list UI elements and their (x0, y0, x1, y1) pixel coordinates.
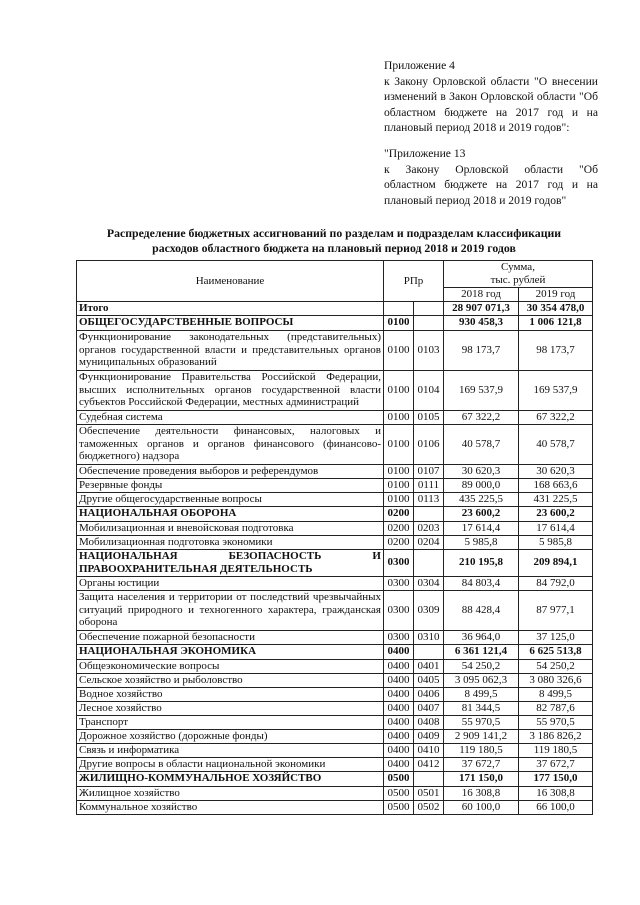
row-name: Обеспечение деятельности финансовых, налоговых и таможенных органов и органов финансового (финансово-бюджетного) надзора (77, 424, 384, 464)
appendix-header (384, 58, 598, 208)
table-row (77, 757, 593, 771)
row-name: Судебная система (77, 410, 384, 424)
row-section-code: 0100 (384, 492, 414, 506)
row-subsection-code: 0304 (414, 576, 444, 590)
row-subsection-code: 0410 (414, 743, 444, 757)
table-row (77, 701, 593, 715)
row-amount-2018: 5 985,8 (444, 535, 519, 549)
row-amount-2018: 54 250,2 (444, 659, 519, 673)
row-amount-2018: 8 499,5 (444, 687, 519, 701)
row-name: Резервные фонды (77, 478, 384, 492)
row-name: Обеспечение проведения выборов и референдумов (77, 464, 384, 478)
table-row (77, 330, 593, 370)
row-amount-2019: 119 180,5 (519, 743, 593, 757)
row-subsection-code: 0107 (414, 464, 444, 478)
row-name: Функционирование законодательных (представительных) органов государственной власти и представительных органов муниципальных образований (77, 330, 384, 370)
row-name: ОБЩЕГОСУДАРСТВЕННЫЕ ВОПРОСЫ (77, 315, 384, 330)
row-section-code: 0400 (384, 729, 414, 743)
row-name: Мобилизационная и вневойсковая подготовка (77, 521, 384, 535)
table-row (77, 644, 593, 659)
row-amount-2019: 98 173,7 (519, 330, 593, 370)
column-header-name: Наименование (77, 261, 384, 302)
row-amount-2018: 930 458,3 (444, 315, 519, 330)
row-amount-2019: 209 894,1 (519, 549, 593, 576)
row-section-code (384, 302, 414, 316)
row-name: НАЦИОНАЛЬНАЯ ОБОРОНА (77, 506, 384, 521)
row-amount-2019: 37 672,7 (519, 757, 593, 771)
row-subsection-code (414, 771, 444, 786)
row-subsection-code: 0409 (414, 729, 444, 743)
row-subsection-code: 0103 (414, 330, 444, 370)
row-subsection-code: 0310 (414, 630, 444, 644)
row-subsection-code: 0105 (414, 410, 444, 424)
row-section-code: 0400 (384, 743, 414, 757)
table-row (77, 800, 593, 814)
row-amount-2019: 177 150,0 (519, 771, 593, 786)
row-name: Защита населения и территории от последствий чрезвычайных ситуаций природного и техногенного характера, гражданская оборона (77, 590, 384, 630)
column-header-2018: 2018 год (444, 288, 519, 302)
row-amount-2018: 67 322,2 (444, 410, 519, 424)
row-section-code: 0400 (384, 673, 414, 687)
table-row (77, 370, 593, 410)
row-subsection-code: 0401 (414, 659, 444, 673)
appendix-previous-reference: к Закону Орловской области "Об областном бюджете на 2017 год и на плановый период 2018 и 2019 годов" (384, 162, 598, 207)
row-amount-2018: 210 195,8 (444, 549, 519, 576)
table-row (77, 424, 593, 464)
row-name: Лесное хозяйство (77, 701, 384, 715)
row-name: Итого (77, 302, 384, 316)
row-section-code: 0500 (384, 786, 414, 800)
row-amount-2018: 23 600,2 (444, 506, 519, 521)
row-amount-2019: 66 100,0 (519, 800, 593, 814)
row-section-code: 0400 (384, 687, 414, 701)
table-row (77, 302, 593, 316)
row-subsection-code: 0111 (414, 478, 444, 492)
row-name: Органы юстиции (77, 576, 384, 590)
row-subsection-code (414, 506, 444, 521)
row-section-code: 0200 (384, 521, 414, 535)
row-subsection-code: 0407 (414, 701, 444, 715)
table-row (77, 659, 593, 673)
row-section-code: 0200 (384, 506, 414, 521)
row-section-code: 0300 (384, 549, 414, 576)
row-subsection-code: 0502 (414, 800, 444, 814)
row-section-code: 0300 (384, 630, 414, 644)
row-amount-2019: 30 620,3 (519, 464, 593, 478)
row-section-code: 0100 (384, 315, 414, 330)
row-amount-2019: 168 663,6 (519, 478, 593, 492)
row-subsection-code: 0501 (414, 786, 444, 800)
row-section-code: 0100 (384, 478, 414, 492)
row-amount-2018: 6 361 121,4 (444, 644, 519, 659)
appendix-previous-title: "Приложение 13 (384, 146, 466, 160)
row-amount-2018: 2 909 141,2 (444, 729, 519, 743)
row-amount-2019: 1 006 121,8 (519, 315, 593, 330)
row-subsection-code (414, 315, 444, 330)
row-amount-2019: 55 970,5 (519, 715, 593, 729)
row-amount-2018: 89 000,0 (444, 478, 519, 492)
row-subsection-code (414, 549, 444, 576)
row-amount-2019: 67 322,2 (519, 410, 593, 424)
column-header-sum-unit: тыс. рублей (490, 274, 546, 286)
table-row (77, 535, 593, 549)
row-section-code: 0400 (384, 659, 414, 673)
row-subsection-code: 0104 (414, 370, 444, 410)
row-amount-2018: 3 095 062,3 (444, 673, 519, 687)
row-amount-2019: 6 625 513,8 (519, 644, 593, 659)
row-name: Жилищное хозяйство (77, 786, 384, 800)
table-row (77, 715, 593, 729)
table-row (77, 549, 593, 576)
row-subsection-code: 0406 (414, 687, 444, 701)
table-row (77, 673, 593, 687)
row-subsection-code (414, 302, 444, 316)
budget-table (76, 260, 593, 815)
row-name: Другие вопросы в области национальной экономики (77, 757, 384, 771)
document-title-line-2: расходов областного бюджета на плановый период 2018 и 2019 годов (152, 241, 516, 255)
row-amount-2018: 119 180,5 (444, 743, 519, 757)
row-amount-2019: 169 537,9 (519, 370, 593, 410)
row-subsection-code (414, 644, 444, 659)
row-subsection-code: 0408 (414, 715, 444, 729)
row-amount-2018: 81 344,5 (444, 701, 519, 715)
table-row (77, 492, 593, 506)
table-row (77, 743, 593, 757)
row-amount-2018: 37 672,7 (444, 757, 519, 771)
row-name: Общеэкономические вопросы (77, 659, 384, 673)
row-subsection-code: 0405 (414, 673, 444, 687)
table-row (77, 590, 593, 630)
row-amount-2018: 88 428,4 (444, 590, 519, 630)
table-row (77, 576, 593, 590)
row-name: Дорожное хозяйство (дорожные фонды) (77, 729, 384, 743)
row-section-code: 0500 (384, 800, 414, 814)
row-amount-2018: 60 100,0 (444, 800, 519, 814)
row-name: ЖИЛИЩНО-КОММУНАЛЬНОЕ ХОЗЯЙСТВО (77, 771, 384, 786)
appendix-reference: к Закону Орловской области "О внесении изменений в Закон Орловской области "Об областном бюджете на 2017 год и на плановый период 2018 и 2019 годов": (384, 74, 598, 135)
row-amount-2019: 30 354 478,0 (519, 302, 593, 316)
row-subsection-code: 0203 (414, 521, 444, 535)
row-subsection-code: 0309 (414, 590, 444, 630)
row-amount-2019: 17 614,4 (519, 521, 593, 535)
row-subsection-code: 0204 (414, 535, 444, 549)
row-name: Водное хозяйство (77, 687, 384, 701)
table-row (77, 410, 593, 424)
table-row (77, 464, 593, 478)
row-subsection-code: 0113 (414, 492, 444, 506)
column-header-rpr: РПр (384, 261, 444, 302)
row-amount-2018: 435 225,5 (444, 492, 519, 506)
table-body (77, 302, 593, 815)
row-amount-2018: 28 907 071,3 (444, 302, 519, 316)
row-section-code: 0300 (384, 576, 414, 590)
row-amount-2019: 82 787,6 (519, 701, 593, 715)
row-section-code: 0400 (384, 715, 414, 729)
row-amount-2019: 54 250,2 (519, 659, 593, 673)
row-section-code: 0100 (384, 424, 414, 464)
row-name: Транспорт (77, 715, 384, 729)
row-amount-2018: 98 173,7 (444, 330, 519, 370)
row-amount-2019: 3 080 326,6 (519, 673, 593, 687)
column-header-sum (444, 261, 593, 288)
row-amount-2019: 431 225,5 (519, 492, 593, 506)
column-header-2019: 2019 год (519, 288, 593, 302)
row-amount-2018: 16 308,8 (444, 786, 519, 800)
appendix-title: Приложение 4 (384, 59, 455, 72)
row-section-code: 0300 (384, 590, 414, 630)
row-amount-2018: 84 803,4 (444, 576, 519, 590)
row-name: Коммунальное хозяйство (77, 800, 384, 814)
row-name: Сельское хозяйство и рыболовство (77, 673, 384, 687)
row-amount-2018: 30 620,3 (444, 464, 519, 478)
row-name: Функционирование Правительства Российской Федерации, высших исполнительных органов государственной власти субъектов Российской Федерации, местных администраций (77, 370, 384, 410)
table-row (77, 478, 593, 492)
row-section-code: 0200 (384, 535, 414, 549)
row-subsection-code: 0412 (414, 757, 444, 771)
row-amount-2019: 87 977,1 (519, 590, 593, 630)
row-amount-2019: 37 125,0 (519, 630, 593, 644)
row-name: Связь и информатика (77, 743, 384, 757)
table-row (77, 771, 593, 786)
row-section-code: 0100 (384, 464, 414, 478)
row-name: Обеспечение пожарной безопасности (77, 630, 384, 644)
row-amount-2018: 171 150,0 (444, 771, 519, 786)
row-amount-2019: 5 985,8 (519, 535, 593, 549)
row-section-code: 0400 (384, 757, 414, 771)
row-amount-2018: 40 578,7 (444, 424, 519, 464)
table-row (77, 786, 593, 800)
document-title-line-1: Распределение бюджетных ассигнований по разделам и подразделам классификации (106, 226, 562, 240)
document-title (76, 226, 592, 256)
row-amount-2019: 40 578,7 (519, 424, 593, 464)
row-amount-2018: 55 970,5 (444, 715, 519, 729)
row-subsection-code: 0106 (414, 424, 444, 464)
row-amount-2019: 23 600,2 (519, 506, 593, 521)
row-amount-2018: 169 537,9 (444, 370, 519, 410)
table-row (77, 506, 593, 521)
row-amount-2018: 17 614,4 (444, 521, 519, 535)
table-row (77, 729, 593, 743)
row-amount-2019: 3 186 826,2 (519, 729, 593, 743)
row-section-code: 0100 (384, 410, 414, 424)
row-name: Другие общегосударственные вопросы (77, 492, 384, 506)
row-name: НАЦИОНАЛЬНАЯ ЭКОНОМИКА (77, 644, 384, 659)
table-row (77, 687, 593, 701)
row-amount-2019: 84 792,0 (519, 576, 593, 590)
column-header-sum-label: Сумма, (501, 261, 535, 274)
table-row (77, 521, 593, 535)
row-name: НАЦИОНАЛЬНАЯ БЕЗОПАСНОСТЬ И ПРАВООХРАНИТЕЛЬНАЯ ДЕЯТЕЛЬНОСТЬ (77, 549, 384, 576)
row-amount-2019: 16 308,8 (519, 786, 593, 800)
row-section-code: 0400 (384, 644, 414, 659)
row-amount-2019: 8 499,5 (519, 687, 593, 701)
table-row (77, 630, 593, 644)
row-section-code: 0500 (384, 771, 414, 786)
row-section-code: 0100 (384, 370, 414, 410)
row-section-code: 0100 (384, 330, 414, 370)
row-section-code: 0400 (384, 701, 414, 715)
row-name: Мобилизационная подготовка экономики (77, 535, 384, 549)
table-row (77, 315, 593, 330)
row-amount-2018: 36 964,0 (444, 630, 519, 644)
